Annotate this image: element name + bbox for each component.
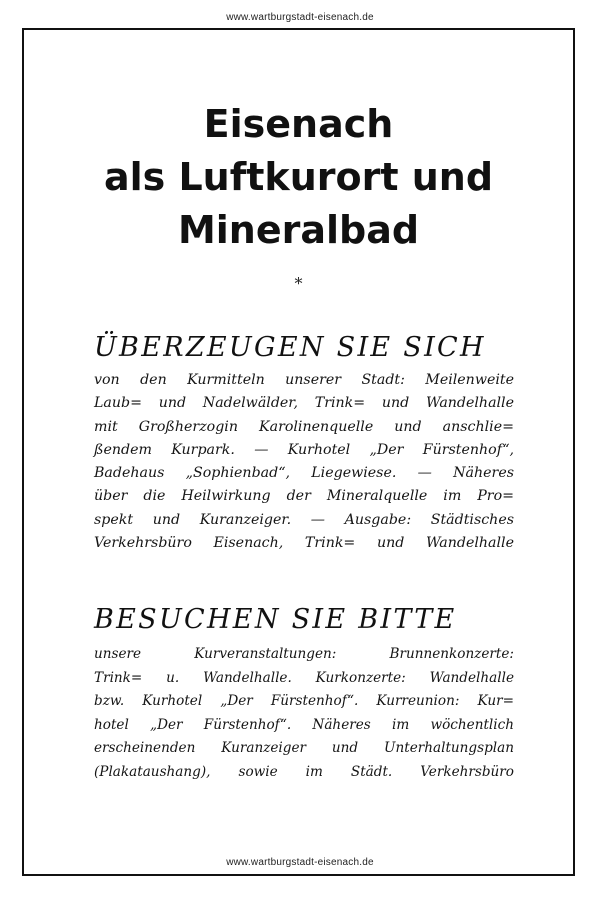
- title-line-2: als Luftkurort und: [103, 155, 494, 199]
- paragraph-line: hotel „Der Fürstenhof“. Näheres im wöchentlich: [94, 716, 514, 733]
- section-paragraph: [94, 643, 514, 785]
- paragraph-line: ßendem Kurpark. — Kurhotel „Der Fürstenhof“,: [94, 441, 514, 458]
- section-paragraph: [94, 369, 514, 555]
- paragraph-line: (Plakataushang), sowie im Städt. Verkehrsbüro: [94, 763, 514, 780]
- title-line-1: Eisenach: [203, 102, 394, 146]
- page-title: [22, 98, 575, 257]
- paragraph-line: erscheinenden Kuranzeiger und Unterhaltungsplan: [94, 740, 514, 757]
- paragraph-line: Trink= u. Wandelhalle. Kurkonzerte: Wandelhalle: [94, 669, 514, 686]
- section-heading: BESUCHEN SIE BITTE: [94, 604, 457, 635]
- separator-asterisk: *: [294, 274, 303, 293]
- paragraph-line: spekt und Kuranzeiger. — Ausgabe: Städtisches: [94, 511, 514, 528]
- paragraph-line: unsere Kurveranstaltungen: Brunnenkonzerte:: [94, 646, 514, 662]
- section-besuchen: [94, 603, 514, 785]
- website-watermark-bottom: www.wartburgstadt-eisenach.de: [226, 857, 374, 868]
- paragraph-line: mit Großherzogin Karolinenquelle und anschlie=: [94, 418, 514, 435]
- website-watermark-top: www.wartburgstadt-eisenach.de: [226, 12, 374, 23]
- title-line-3: Mineralbad: [177, 208, 420, 252]
- section-heading: ÜBERZEUGEN SIE SICH: [94, 332, 486, 363]
- paragraph-line: Verkehrsbüro Eisenach, Trink= und Wandelhalle: [94, 535, 514, 552]
- paragraph-line: über die Heilwirkung der Mineralquelle im Pro=: [94, 488, 514, 505]
- paragraph-line: Badehaus „Sophienbad“, Liegewiese. — Näheres: [94, 465, 514, 482]
- paragraph-line: bzw. Kurhotel „Der Fürstenhof“. Kurreunion: Kur=: [94, 693, 514, 710]
- paragraph-line: von den Kurmitteln unserer Stadt: Meilenweite: [94, 372, 514, 388]
- paragraph-line: Laub= und Nadelwälder, Trink= und Wandelhalle: [94, 395, 514, 412]
- section-ueberzeugen: [94, 331, 514, 555]
